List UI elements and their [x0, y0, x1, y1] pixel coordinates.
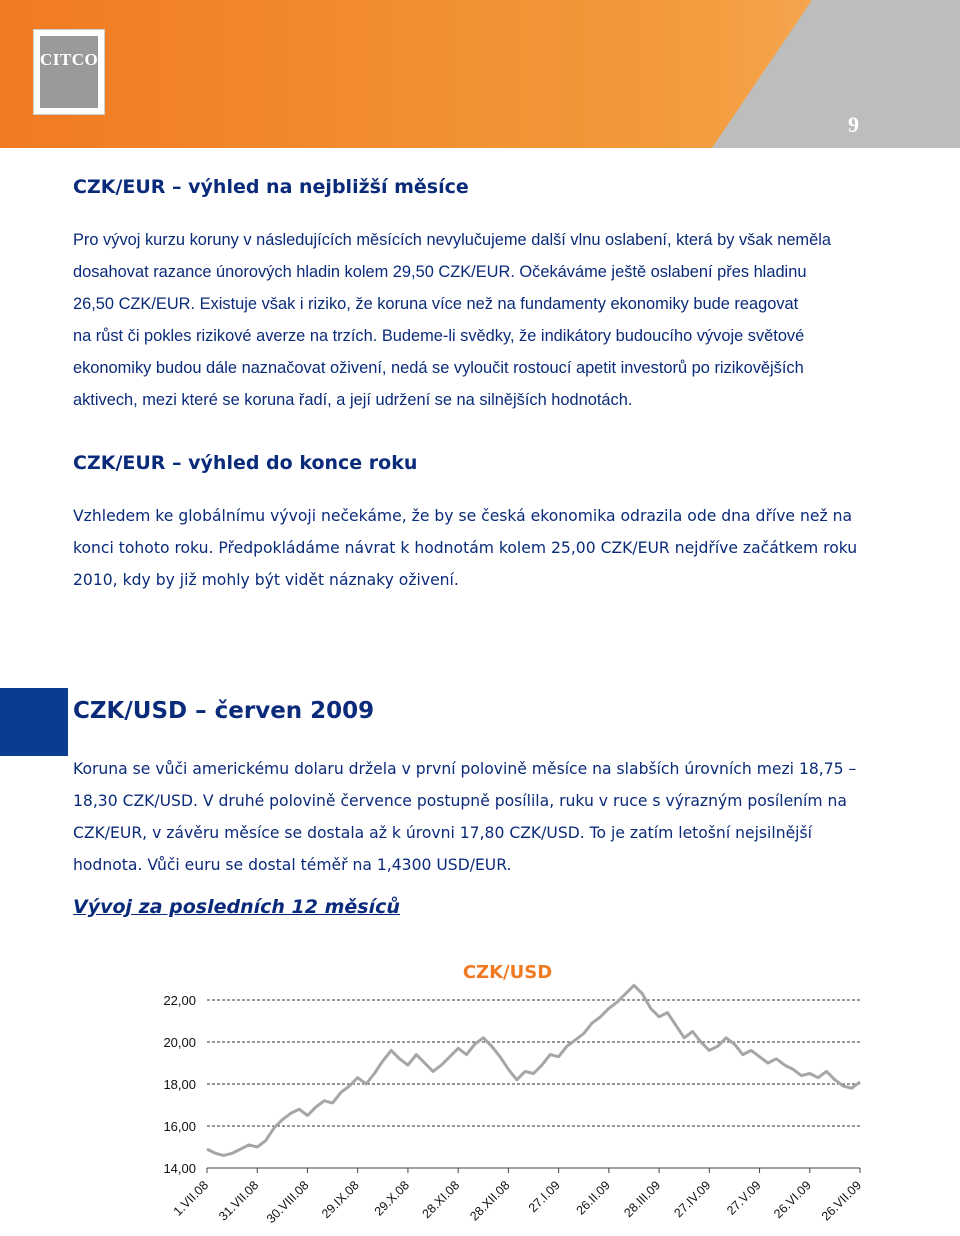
x-tick-label: 29.X.08	[371, 1178, 413, 1219]
text-line: Vzhledem ke globálnímu vývoji nečekáme, že by se česká ekonomika odrazila ode dna dříve než na	[73, 507, 853, 525]
x-tick-label: 28.XI.08	[419, 1178, 463, 1222]
text-line: 26,50 CZK/EUR. Existuje však i riziko, že koruna více než na fundamenty ekonomiky bude reagovat	[73, 295, 799, 313]
section-heading-eur-year: CZK/EUR – výhled do konce roku	[73, 452, 418, 474]
text-line: aktivech, mezi které se koruna řadí, a její udržení se na silnějších hodnotách.	[73, 391, 633, 409]
x-tick-label: 27.I.09	[525, 1178, 563, 1216]
section-heading-usd: CZK/USD – červen 2009	[73, 698, 375, 724]
text-line: ekonomiky budou dále naznačovat oživení, nedá se vyloučit rostoucí apetit investorů po rizikovějších	[73, 359, 804, 377]
text-line: dosahovat razance únorových hladin kolem 29,50 CZK/EUR. Očekáváme ještě oslabení přes hladinu	[73, 263, 807, 281]
x-tick-label: 31.VII.08	[216, 1178, 262, 1224]
section-heading-eur-near: CZK/EUR – výhled na nejbližší měsíce	[73, 176, 469, 198]
x-tick-label: 26.VII.09	[818, 1178, 865, 1224]
text-line: hodnota. Vůči euru se dostal téměř na 1,4300 USD/EUR.	[73, 856, 512, 874]
chart-title: CZK/USD	[462, 962, 553, 983]
logo-text: CITCO	[40, 50, 99, 69]
x-tick-label: 30.VIII.08	[263, 1178, 312, 1226]
text-line: konci tohoto roku. Předpokládáme návrat k hodnotám kolem 25,00 CZK/EUR nejdříve začátkem roku	[73, 539, 858, 557]
czk-usd-series-line	[207, 985, 860, 1155]
text-line: Koruna se vůči americkému dolaru držela v první polovině měsíce na slabších úrovních mezi 18,75 –	[73, 760, 857, 778]
y-tick-label: 22,00	[163, 993, 196, 1008]
x-tick-label: 28.III.09	[621, 1178, 664, 1221]
text-line: Pro vývoj kurzu koruny v následujících měsících nevylučujeme další vlnu oslabení, která by však neměla	[73, 231, 831, 249]
text-line: na růst či pokles rizikové averze na trzích. Budeme-li svědky, že indikátory budoucího vývoje světové	[73, 327, 805, 345]
x-tick-label: 26.VI.09	[771, 1178, 814, 1222]
x-tick-label: 29.IX.08	[318, 1178, 362, 1222]
text-line: CZK/EUR, v závěru měsíce se dostala až k úrovni 17,80 CZK/USD. To je zatím letošní nejsilnější	[73, 824, 812, 842]
text-line: 18,30 CZK/USD. V druhé polovině července postupně posílila, ruku v ruce s výrazným posílením na	[73, 792, 847, 810]
x-tick-label: 1.VII.08	[170, 1178, 212, 1219]
x-tick-label: 26.II.09	[573, 1178, 613, 1218]
x-tick-label: 28.XII.08	[467, 1178, 513, 1224]
x-tick-label: 27.V.09	[724, 1178, 764, 1218]
y-tick-label: 16,00	[163, 1119, 196, 1134]
x-tick-label: 27.IV.09	[671, 1178, 714, 1221]
chart-section-subtitle: Vývoj za posledních 12 měsíců	[73, 896, 400, 918]
text-line: 2010, kdy by již mohly být vidět náznaky oživení.	[73, 571, 459, 589]
y-tick-label: 14,00	[163, 1161, 196, 1176]
y-tick-label: 18,00	[163, 1077, 196, 1092]
page-number: 9	[848, 112, 859, 137]
y-tick-label: 20,00	[163, 1035, 196, 1050]
